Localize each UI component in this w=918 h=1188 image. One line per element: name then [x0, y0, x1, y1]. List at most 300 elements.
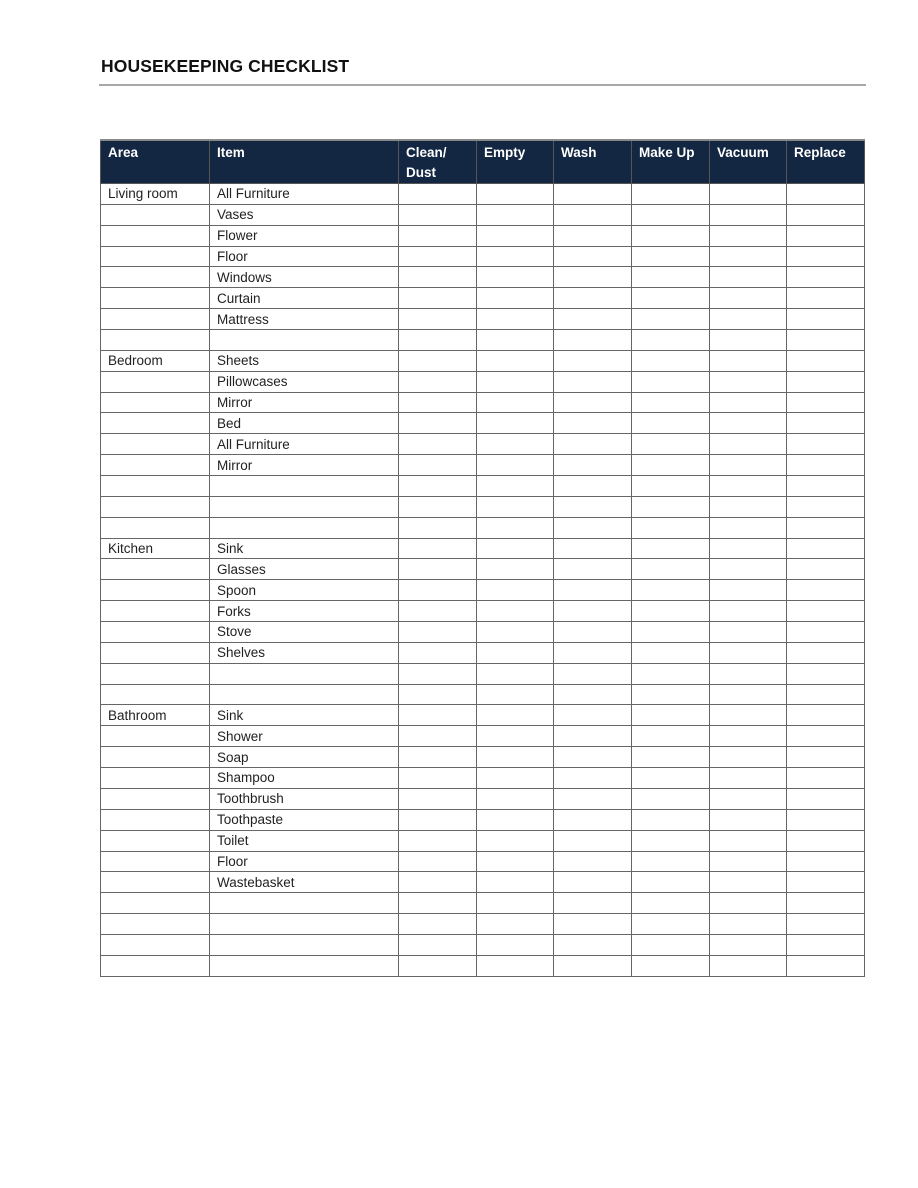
replace-check-cell[interactable]	[787, 934, 865, 955]
replace-check-cell[interactable]	[787, 830, 865, 851]
wash-check-cell[interactable]	[554, 309, 632, 330]
vacuum-check-cell[interactable]	[710, 267, 787, 288]
area-cell[interactable]	[101, 330, 210, 351]
replace-check-cell[interactable]	[787, 246, 865, 267]
wash-check-cell[interactable]	[554, 768, 632, 789]
make-up-check-cell[interactable]	[632, 663, 710, 684]
area-cell[interactable]	[101, 580, 210, 601]
vacuum-check-cell[interactable]	[710, 726, 787, 747]
vacuum-check-cell[interactable]	[710, 371, 787, 392]
empty-check-cell[interactable]	[477, 288, 554, 309]
replace-check-cell[interactable]	[787, 476, 865, 497]
vacuum-check-cell[interactable]	[710, 184, 787, 205]
replace-check-cell[interactable]	[787, 330, 865, 351]
empty-check-cell[interactable]	[477, 830, 554, 851]
vacuum-check-cell[interactable]	[710, 517, 787, 538]
item-cell[interactable]: Soap	[210, 747, 399, 768]
item-cell[interactable]: Mirror	[210, 455, 399, 476]
vacuum-check-cell[interactable]	[710, 663, 787, 684]
vacuum-check-cell[interactable]	[710, 330, 787, 351]
area-cell[interactable]	[101, 413, 210, 434]
empty-check-cell[interactable]	[477, 788, 554, 809]
vacuum-check-cell[interactable]	[710, 788, 787, 809]
area-cell[interactable]	[101, 204, 210, 225]
wash-check-cell[interactable]	[554, 684, 632, 705]
vacuum-check-cell[interactable]	[710, 705, 787, 726]
item-cell[interactable]: All Furniture	[210, 434, 399, 455]
area-cell[interactable]: Bedroom	[101, 350, 210, 371]
empty-check-cell[interactable]	[477, 538, 554, 559]
wash-check-cell[interactable]	[554, 622, 632, 643]
make-up-check-cell[interactable]	[632, 684, 710, 705]
make-up-check-cell[interactable]	[632, 788, 710, 809]
replace-check-cell[interactable]	[787, 184, 865, 205]
vacuum-check-cell[interactable]	[710, 642, 787, 663]
area-cell[interactable]: Kitchen	[101, 538, 210, 559]
make-up-check-cell[interactable]	[632, 559, 710, 580]
vacuum-check-cell[interactable]	[710, 559, 787, 580]
clean-dust-check-cell[interactable]	[399, 392, 477, 413]
make-up-check-cell[interactable]	[632, 371, 710, 392]
empty-check-cell[interactable]	[477, 434, 554, 455]
wash-check-cell[interactable]	[554, 267, 632, 288]
empty-check-cell[interactable]	[477, 204, 554, 225]
clean-dust-check-cell[interactable]	[399, 788, 477, 809]
item-cell[interactable]: Sink	[210, 705, 399, 726]
wash-check-cell[interactable]	[554, 392, 632, 413]
clean-dust-check-cell[interactable]	[399, 642, 477, 663]
empty-check-cell[interactable]	[477, 476, 554, 497]
empty-check-cell[interactable]	[477, 496, 554, 517]
replace-check-cell[interactable]	[787, 872, 865, 893]
wash-check-cell[interactable]	[554, 747, 632, 768]
replace-check-cell[interactable]	[787, 893, 865, 914]
wash-check-cell[interactable]	[554, 830, 632, 851]
make-up-check-cell[interactable]	[632, 204, 710, 225]
empty-check-cell[interactable]	[477, 225, 554, 246]
replace-check-cell[interactable]	[787, 642, 865, 663]
vacuum-check-cell[interactable]	[710, 893, 787, 914]
wash-check-cell[interactable]	[554, 434, 632, 455]
clean-dust-check-cell[interactable]	[399, 684, 477, 705]
wash-check-cell[interactable]	[554, 559, 632, 580]
make-up-check-cell[interactable]	[632, 872, 710, 893]
replace-check-cell[interactable]	[787, 580, 865, 601]
replace-check-cell[interactable]	[787, 392, 865, 413]
make-up-check-cell[interactable]	[632, 601, 710, 622]
area-cell[interactable]	[101, 747, 210, 768]
empty-check-cell[interactable]	[477, 184, 554, 205]
item-cell[interactable]: Stove	[210, 622, 399, 643]
empty-check-cell[interactable]	[477, 684, 554, 705]
make-up-check-cell[interactable]	[632, 726, 710, 747]
make-up-check-cell[interactable]	[632, 434, 710, 455]
vacuum-check-cell[interactable]	[710, 496, 787, 517]
replace-check-cell[interactable]	[787, 496, 865, 517]
item-cell[interactable]: All Furniture	[210, 184, 399, 205]
make-up-check-cell[interactable]	[632, 622, 710, 643]
empty-check-cell[interactable]	[477, 872, 554, 893]
item-cell[interactable]	[210, 893, 399, 914]
vacuum-check-cell[interactable]	[710, 955, 787, 976]
empty-check-cell[interactable]	[477, 455, 554, 476]
item-cell[interactable]: Windows	[210, 267, 399, 288]
replace-check-cell[interactable]	[787, 747, 865, 768]
empty-check-cell[interactable]	[477, 350, 554, 371]
empty-check-cell[interactable]	[477, 893, 554, 914]
item-cell[interactable]	[210, 663, 399, 684]
empty-check-cell[interactable]	[477, 663, 554, 684]
replace-check-cell[interactable]	[787, 914, 865, 935]
clean-dust-check-cell[interactable]	[399, 517, 477, 538]
area-cell[interactable]	[101, 309, 210, 330]
replace-check-cell[interactable]	[787, 517, 865, 538]
item-cell[interactable]	[210, 476, 399, 497]
clean-dust-check-cell[interactable]	[399, 726, 477, 747]
make-up-check-cell[interactable]	[632, 830, 710, 851]
clean-dust-check-cell[interactable]	[399, 934, 477, 955]
empty-check-cell[interactable]	[477, 622, 554, 643]
replace-check-cell[interactable]	[787, 434, 865, 455]
clean-dust-check-cell[interactable]	[399, 622, 477, 643]
replace-check-cell[interactable]	[787, 225, 865, 246]
make-up-check-cell[interactable]	[632, 413, 710, 434]
clean-dust-check-cell[interactable]	[399, 413, 477, 434]
make-up-check-cell[interactable]	[632, 392, 710, 413]
make-up-check-cell[interactable]	[632, 309, 710, 330]
clean-dust-check-cell[interactable]	[399, 768, 477, 789]
make-up-check-cell[interactable]	[632, 747, 710, 768]
item-cell[interactable]	[210, 330, 399, 351]
empty-check-cell[interactable]	[477, 851, 554, 872]
vacuum-check-cell[interactable]	[710, 455, 787, 476]
clean-dust-check-cell[interactable]	[399, 538, 477, 559]
item-cell[interactable]: Curtain	[210, 288, 399, 309]
vacuum-check-cell[interactable]	[710, 622, 787, 643]
replace-check-cell[interactable]	[787, 684, 865, 705]
item-cell[interactable]: Toilet	[210, 830, 399, 851]
clean-dust-check-cell[interactable]	[399, 559, 477, 580]
wash-check-cell[interactable]	[554, 809, 632, 830]
vacuum-check-cell[interactable]	[710, 601, 787, 622]
empty-check-cell[interactable]	[477, 642, 554, 663]
make-up-check-cell[interactable]	[632, 851, 710, 872]
item-cell[interactable]: Glasses	[210, 559, 399, 580]
replace-check-cell[interactable]	[787, 663, 865, 684]
replace-check-cell[interactable]	[787, 622, 865, 643]
clean-dust-check-cell[interactable]	[399, 830, 477, 851]
clean-dust-check-cell[interactable]	[399, 246, 477, 267]
wash-check-cell[interactable]	[554, 642, 632, 663]
vacuum-check-cell[interactable]	[710, 246, 787, 267]
make-up-check-cell[interactable]	[632, 934, 710, 955]
vacuum-check-cell[interactable]	[710, 538, 787, 559]
replace-check-cell[interactable]	[787, 601, 865, 622]
wash-check-cell[interactable]	[554, 893, 632, 914]
empty-check-cell[interactable]	[477, 809, 554, 830]
clean-dust-check-cell[interactable]	[399, 476, 477, 497]
replace-check-cell[interactable]	[787, 413, 865, 434]
empty-check-cell[interactable]	[477, 955, 554, 976]
vacuum-check-cell[interactable]	[710, 434, 787, 455]
make-up-check-cell[interactable]	[632, 246, 710, 267]
area-cell[interactable]	[101, 893, 210, 914]
area-cell[interactable]	[101, 726, 210, 747]
vacuum-check-cell[interactable]	[710, 934, 787, 955]
make-up-check-cell[interactable]	[632, 914, 710, 935]
wash-check-cell[interactable]	[554, 934, 632, 955]
replace-check-cell[interactable]	[787, 559, 865, 580]
vacuum-check-cell[interactable]	[710, 830, 787, 851]
replace-check-cell[interactable]	[787, 350, 865, 371]
item-cell[interactable]: Bed	[210, 413, 399, 434]
empty-check-cell[interactable]	[477, 392, 554, 413]
area-cell[interactable]	[101, 663, 210, 684]
wash-check-cell[interactable]	[554, 455, 632, 476]
make-up-check-cell[interactable]	[632, 476, 710, 497]
item-cell[interactable]: Wastebasket	[210, 872, 399, 893]
item-cell[interactable]: Shelves	[210, 642, 399, 663]
empty-check-cell[interactable]	[477, 371, 554, 392]
item-cell[interactable]	[210, 914, 399, 935]
area-cell[interactable]	[101, 601, 210, 622]
item-cell[interactable]: Spoon	[210, 580, 399, 601]
vacuum-check-cell[interactable]	[710, 309, 787, 330]
clean-dust-check-cell[interactable]	[399, 434, 477, 455]
area-cell[interactable]	[101, 684, 210, 705]
clean-dust-check-cell[interactable]	[399, 204, 477, 225]
area-cell[interactable]	[101, 288, 210, 309]
wash-check-cell[interactable]	[554, 601, 632, 622]
item-cell[interactable]: Floor	[210, 851, 399, 872]
vacuum-check-cell[interactable]	[710, 809, 787, 830]
clean-dust-check-cell[interactable]	[399, 663, 477, 684]
replace-check-cell[interactable]	[787, 455, 865, 476]
area-cell[interactable]	[101, 246, 210, 267]
area-cell[interactable]	[101, 225, 210, 246]
vacuum-check-cell[interactable]	[710, 914, 787, 935]
vacuum-check-cell[interactable]	[710, 580, 787, 601]
vacuum-check-cell[interactable]	[710, 392, 787, 413]
area-cell[interactable]	[101, 622, 210, 643]
replace-check-cell[interactable]	[787, 851, 865, 872]
wash-check-cell[interactable]	[554, 246, 632, 267]
area-cell[interactable]	[101, 914, 210, 935]
area-cell[interactable]	[101, 517, 210, 538]
area-cell[interactable]	[101, 809, 210, 830]
wash-check-cell[interactable]	[554, 955, 632, 976]
clean-dust-check-cell[interactable]	[399, 705, 477, 726]
make-up-check-cell[interactable]	[632, 225, 710, 246]
clean-dust-check-cell[interactable]	[399, 496, 477, 517]
wash-check-cell[interactable]	[554, 705, 632, 726]
empty-check-cell[interactable]	[477, 601, 554, 622]
item-cell[interactable]: Mirror	[210, 392, 399, 413]
item-cell[interactable]	[210, 955, 399, 976]
vacuum-check-cell[interactable]	[710, 872, 787, 893]
empty-check-cell[interactable]	[477, 747, 554, 768]
clean-dust-check-cell[interactable]	[399, 184, 477, 205]
wash-check-cell[interactable]	[554, 330, 632, 351]
vacuum-check-cell[interactable]	[710, 225, 787, 246]
vacuum-check-cell[interactable]	[710, 747, 787, 768]
clean-dust-check-cell[interactable]	[399, 309, 477, 330]
clean-dust-check-cell[interactable]	[399, 371, 477, 392]
clean-dust-check-cell[interactable]	[399, 601, 477, 622]
wash-check-cell[interactable]	[554, 288, 632, 309]
replace-check-cell[interactable]	[787, 538, 865, 559]
empty-check-cell[interactable]	[477, 768, 554, 789]
clean-dust-check-cell[interactable]	[399, 455, 477, 476]
clean-dust-check-cell[interactable]	[399, 851, 477, 872]
area-cell[interactable]	[101, 434, 210, 455]
item-cell[interactable]: Toothpaste	[210, 809, 399, 830]
area-cell[interactable]	[101, 768, 210, 789]
area-cell[interactable]	[101, 392, 210, 413]
wash-check-cell[interactable]	[554, 663, 632, 684]
item-cell[interactable]: Flower	[210, 225, 399, 246]
clean-dust-check-cell[interactable]	[399, 580, 477, 601]
wash-check-cell[interactable]	[554, 476, 632, 497]
area-cell[interactable]	[101, 934, 210, 955]
item-cell[interactable]: Shampoo	[210, 768, 399, 789]
area-cell[interactable]	[101, 476, 210, 497]
item-cell[interactable]: Shower	[210, 726, 399, 747]
replace-check-cell[interactable]	[787, 267, 865, 288]
replace-check-cell[interactable]	[787, 309, 865, 330]
item-cell[interactable]	[210, 517, 399, 538]
replace-check-cell[interactable]	[787, 371, 865, 392]
empty-check-cell[interactable]	[477, 726, 554, 747]
clean-dust-check-cell[interactable]	[399, 893, 477, 914]
wash-check-cell[interactable]	[554, 413, 632, 434]
wash-check-cell[interactable]	[554, 225, 632, 246]
wash-check-cell[interactable]	[554, 496, 632, 517]
empty-check-cell[interactable]	[477, 517, 554, 538]
wash-check-cell[interactable]	[554, 788, 632, 809]
area-cell[interactable]	[101, 559, 210, 580]
clean-dust-check-cell[interactable]	[399, 914, 477, 935]
replace-check-cell[interactable]	[787, 955, 865, 976]
item-cell[interactable]: Forks	[210, 601, 399, 622]
empty-check-cell[interactable]	[477, 267, 554, 288]
replace-check-cell[interactable]	[787, 809, 865, 830]
clean-dust-check-cell[interactable]	[399, 288, 477, 309]
empty-check-cell[interactable]	[477, 246, 554, 267]
area-cell[interactable]	[101, 267, 210, 288]
replace-check-cell[interactable]	[787, 788, 865, 809]
area-cell[interactable]	[101, 455, 210, 476]
item-cell[interactable]	[210, 934, 399, 955]
make-up-check-cell[interactable]	[632, 517, 710, 538]
wash-check-cell[interactable]	[554, 726, 632, 747]
item-cell[interactable]: Sink	[210, 538, 399, 559]
replace-check-cell[interactable]	[787, 768, 865, 789]
clean-dust-check-cell[interactable]	[399, 809, 477, 830]
clean-dust-check-cell[interactable]	[399, 225, 477, 246]
vacuum-check-cell[interactable]	[710, 288, 787, 309]
make-up-check-cell[interactable]	[632, 580, 710, 601]
empty-check-cell[interactable]	[477, 330, 554, 351]
area-cell[interactable]	[101, 642, 210, 663]
make-up-check-cell[interactable]	[632, 330, 710, 351]
area-cell[interactable]	[101, 830, 210, 851]
make-up-check-cell[interactable]	[632, 455, 710, 476]
replace-check-cell[interactable]	[787, 288, 865, 309]
make-up-check-cell[interactable]	[632, 267, 710, 288]
wash-check-cell[interactable]	[554, 851, 632, 872]
wash-check-cell[interactable]	[554, 204, 632, 225]
empty-check-cell[interactable]	[477, 914, 554, 935]
vacuum-check-cell[interactable]	[710, 476, 787, 497]
area-cell[interactable]: Living room	[101, 184, 210, 205]
make-up-check-cell[interactable]	[632, 705, 710, 726]
empty-check-cell[interactable]	[477, 309, 554, 330]
make-up-check-cell[interactable]	[632, 809, 710, 830]
vacuum-check-cell[interactable]	[710, 350, 787, 371]
make-up-check-cell[interactable]	[632, 184, 710, 205]
make-up-check-cell[interactable]	[632, 538, 710, 559]
vacuum-check-cell[interactable]	[710, 768, 787, 789]
empty-check-cell[interactable]	[477, 934, 554, 955]
item-cell[interactable]	[210, 684, 399, 705]
area-cell[interactable]	[101, 872, 210, 893]
area-cell[interactable]	[101, 788, 210, 809]
item-cell[interactable]: Floor	[210, 246, 399, 267]
wash-check-cell[interactable]	[554, 872, 632, 893]
vacuum-check-cell[interactable]	[710, 684, 787, 705]
item-cell[interactable]: Toothbrush	[210, 788, 399, 809]
wash-check-cell[interactable]	[554, 580, 632, 601]
make-up-check-cell[interactable]	[632, 496, 710, 517]
wash-check-cell[interactable]	[554, 914, 632, 935]
empty-check-cell[interactable]	[477, 559, 554, 580]
make-up-check-cell[interactable]	[632, 955, 710, 976]
clean-dust-check-cell[interactable]	[399, 747, 477, 768]
clean-dust-check-cell[interactable]	[399, 330, 477, 351]
item-cell[interactable]: Vases	[210, 204, 399, 225]
make-up-check-cell[interactable]	[632, 350, 710, 371]
make-up-check-cell[interactable]	[632, 768, 710, 789]
clean-dust-check-cell[interactable]	[399, 955, 477, 976]
area-cell[interactable]	[101, 851, 210, 872]
item-cell[interactable]	[210, 496, 399, 517]
item-cell[interactable]: Pillowcases	[210, 371, 399, 392]
wash-check-cell[interactable]	[554, 517, 632, 538]
replace-check-cell[interactable]	[787, 705, 865, 726]
empty-check-cell[interactable]	[477, 705, 554, 726]
vacuum-check-cell[interactable]	[710, 204, 787, 225]
item-cell[interactable]: Mattress	[210, 309, 399, 330]
wash-check-cell[interactable]	[554, 184, 632, 205]
area-cell[interactable]	[101, 371, 210, 392]
wash-check-cell[interactable]	[554, 538, 632, 559]
clean-dust-check-cell[interactable]	[399, 267, 477, 288]
replace-check-cell[interactable]	[787, 726, 865, 747]
area-cell[interactable]: Bathroom	[101, 705, 210, 726]
make-up-check-cell[interactable]	[632, 893, 710, 914]
area-cell[interactable]	[101, 496, 210, 517]
clean-dust-check-cell[interactable]	[399, 350, 477, 371]
wash-check-cell[interactable]	[554, 371, 632, 392]
empty-check-cell[interactable]	[477, 580, 554, 601]
replace-check-cell[interactable]	[787, 204, 865, 225]
vacuum-check-cell[interactable]	[710, 413, 787, 434]
empty-check-cell[interactable]	[477, 413, 554, 434]
make-up-check-cell[interactable]	[632, 642, 710, 663]
wash-check-cell[interactable]	[554, 350, 632, 371]
vacuum-check-cell[interactable]	[710, 851, 787, 872]
